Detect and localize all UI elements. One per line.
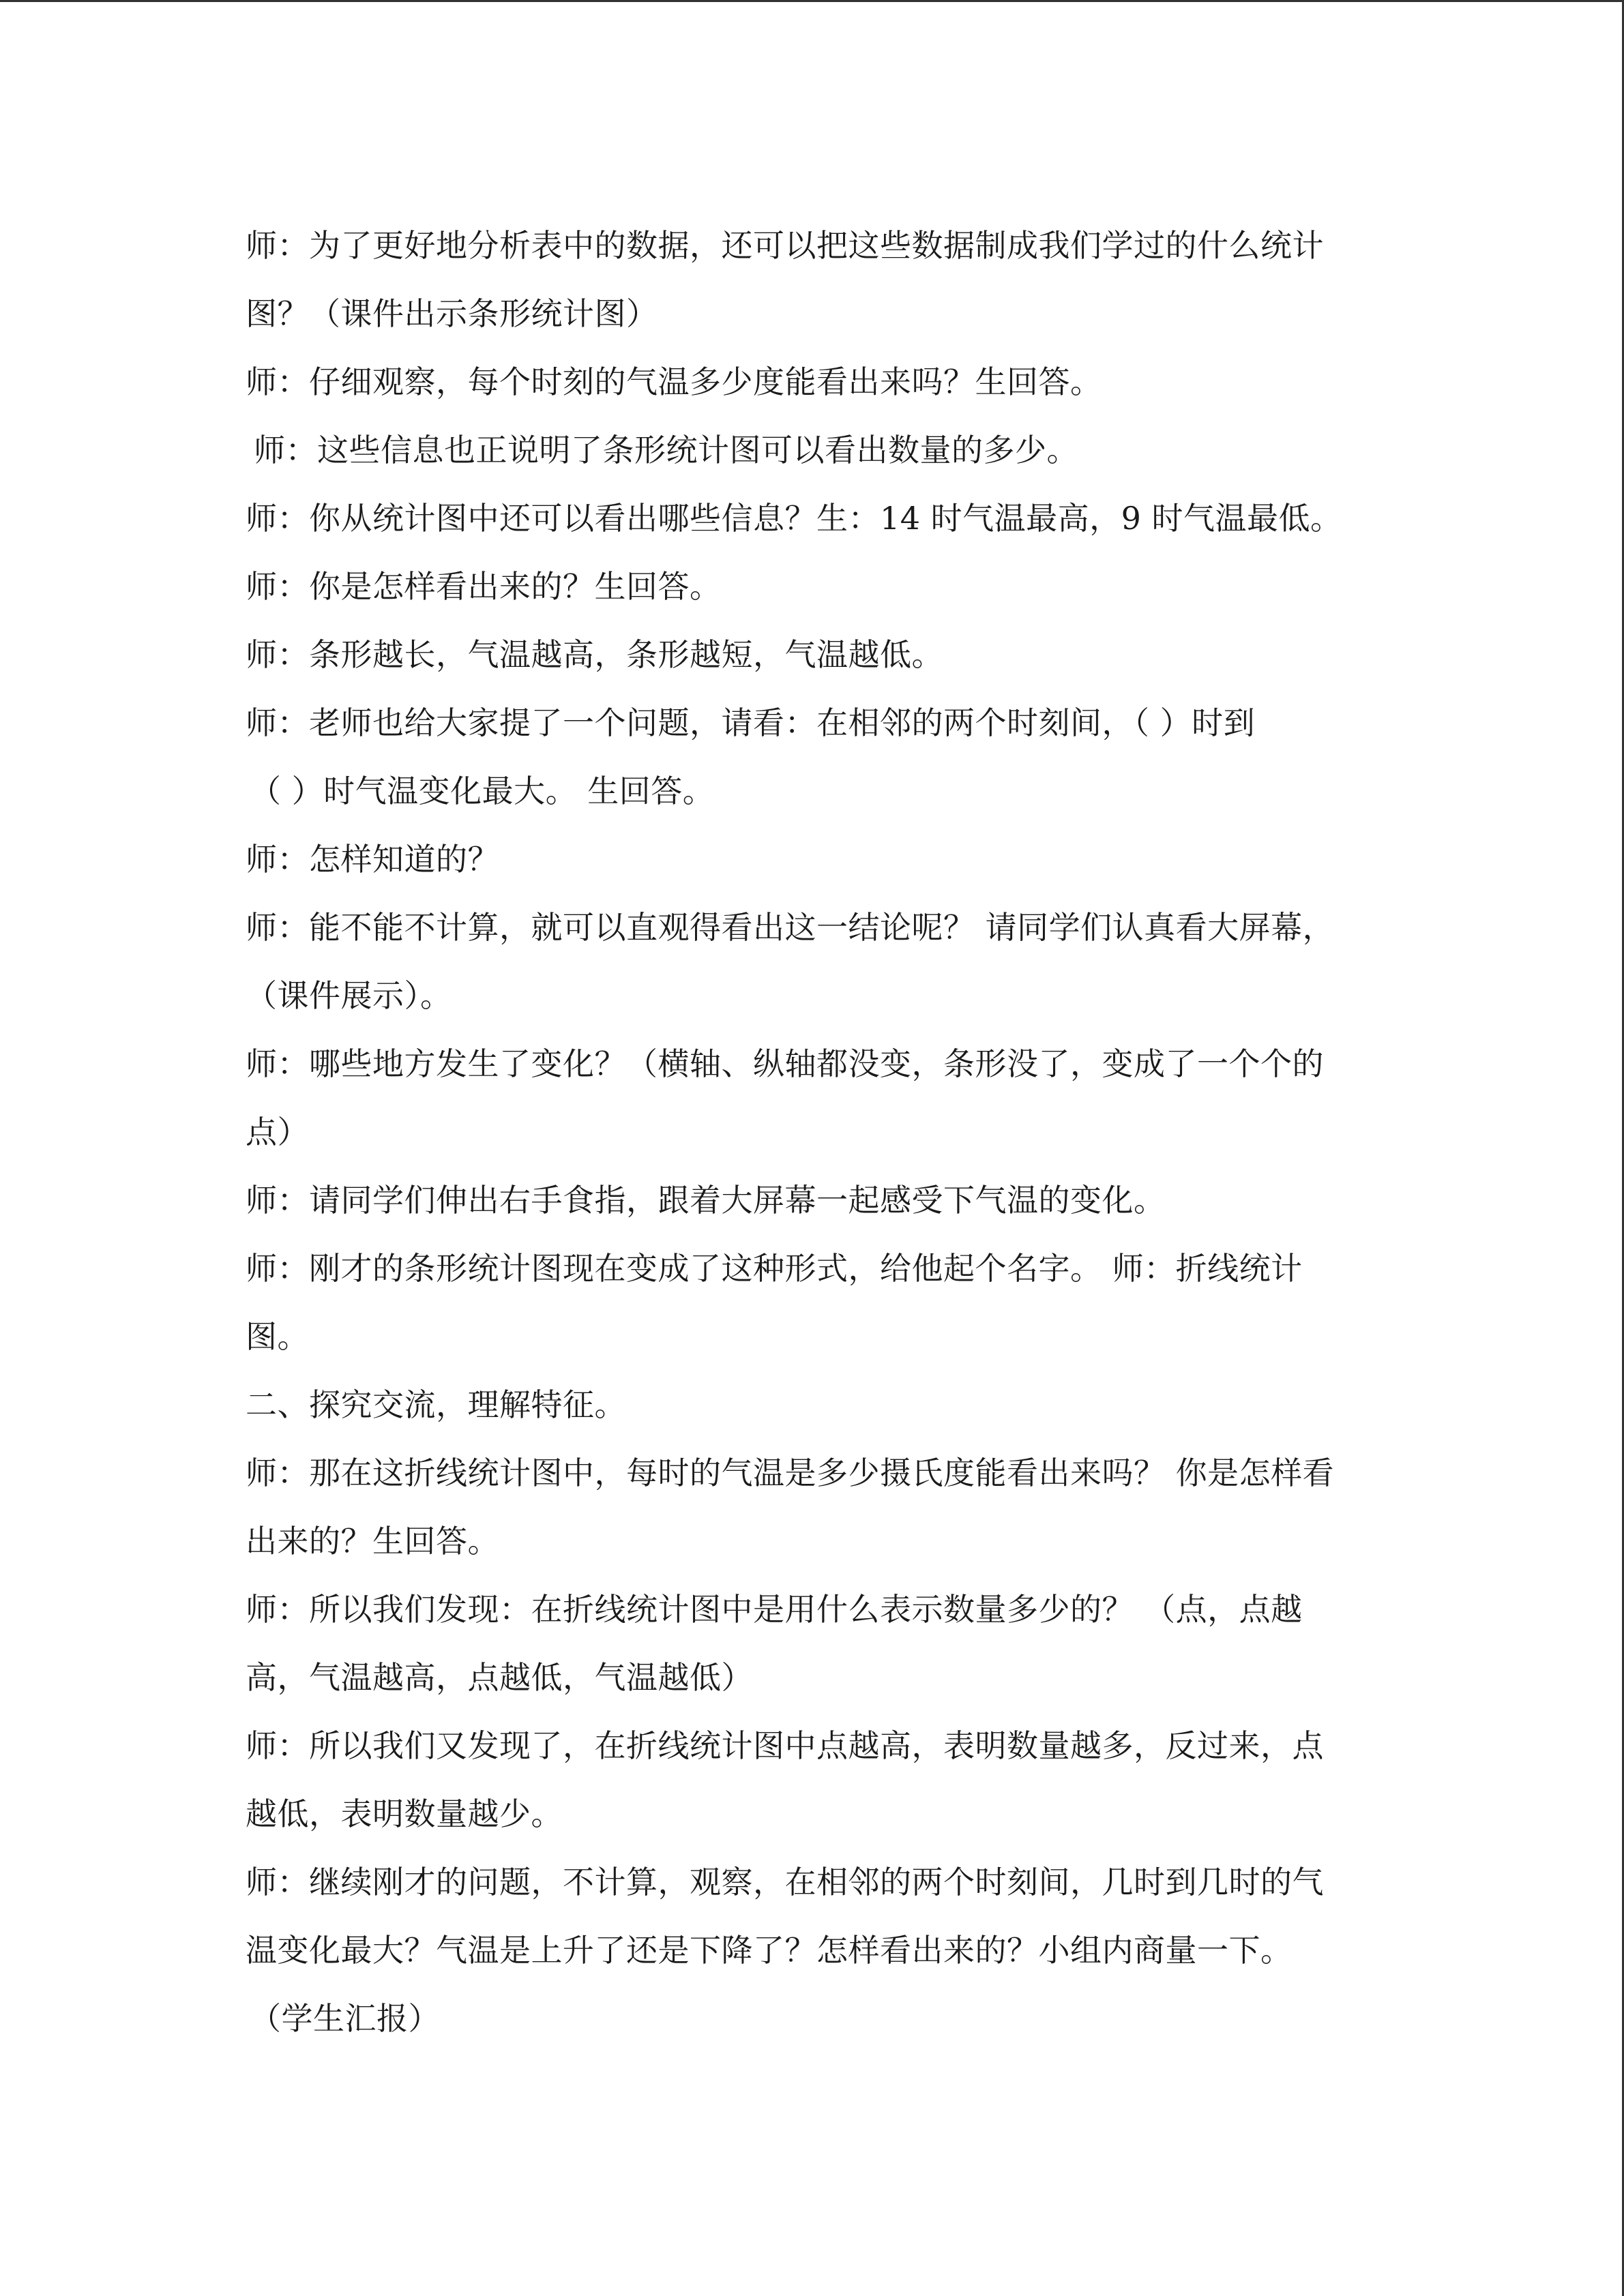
paragraph-line: 越低，表明数量越少。 — [246, 1795, 563, 1832]
paragraph-line: 师：你从统计图中还可以看出哪些信息？生：14 时气温最高，9 时气温最低。 — [246, 500, 1342, 537]
paragraph-line: 师：这些信息也正说明了条形统计图可以看出数量的多少。 — [254, 432, 1078, 468]
section-heading: 二、探究交流，理解特征。 — [246, 1386, 626, 1423]
paragraph-line: 图？（课件出示条形统计图） — [246, 295, 658, 332]
paragraph-line: 师：能不能不计算，就可以直观得看出这一结论呢？ 请同学们认真看大屏幕， — [246, 909, 1335, 946]
paragraph-line: 师：所以我们又发现了，在折线统计图中点越高，表明数量越多，反过来，点 — [246, 1727, 1324, 1764]
paragraph-line: 出来的？生回答。 — [246, 1523, 499, 1560]
paragraph-line: 师：仔细观察，每个时刻的气温多少度能看出来吗？生回答。 — [246, 363, 1102, 400]
paragraph-line: 师：哪些地方发生了变化？（横轴、纵轴都没变，条形没了，变成了一个个的 — [246, 1045, 1324, 1082]
paragraph-line: 师：为了更好地分析表中的数据，还可以把这些数据制成我们学过的什么统计 — [246, 227, 1324, 264]
paragraph-line: 师：老师也给大家提了一个问题，请看：在相邻的两个时刻间，（ ）时到 — [246, 704, 1256, 741]
paragraph-line: 图。 — [246, 1318, 309, 1355]
paragraph-line: 师：你是怎样看出来的？生回答。 — [246, 568, 722, 605]
paragraph-line: 师：条形越长，气温越高，条形越短，气温越低。 — [246, 636, 943, 673]
page-border-top — [0, 0, 1624, 2]
paragraph-line: 师：怎样知道的？ — [246, 841, 499, 878]
paragraph-line: 师：请同学们伸出右手食指，跟着大屏幕一起感受下气温的变化。 — [246, 1182, 1166, 1219]
paragraph-line: （ ）时气温变化最大。 生回答。 — [250, 773, 715, 809]
paragraph-line: 师：刚才的条形统计图现在变成了这种形式，给他起个名字。 师：折线统计 — [246, 1250, 1303, 1287]
paragraph-line: 师：继续刚才的问题，不计算，观察，在相邻的两个时刻间，几时到几时的气 — [246, 1864, 1324, 1900]
paragraph-line: 高，气温越高，点越低，气温越低） — [246, 1659, 753, 1696]
paragraph-line: 师：所以我们发现：在折线统计图中是用什么表示数量多少的？ （点，点越 — [246, 1591, 1303, 1628]
paragraph-line: 师：那在这折线统计图中，每时的气温是多少摄氏度能看出来吗？ 你是怎样看 — [246, 1455, 1335, 1491]
document-body — [246, 211, 1378, 2053]
paragraph-line: （学生汇报） — [250, 2000, 440, 2037]
paragraph-line: 温变化最大？气温是上升了还是下降了？怎样看出来的？小组内商量一下。 — [246, 1932, 1293, 1969]
paragraph-line: 点） — [246, 1114, 309, 1150]
paragraph-line: （课件展示）。 — [246, 977, 452, 1014]
